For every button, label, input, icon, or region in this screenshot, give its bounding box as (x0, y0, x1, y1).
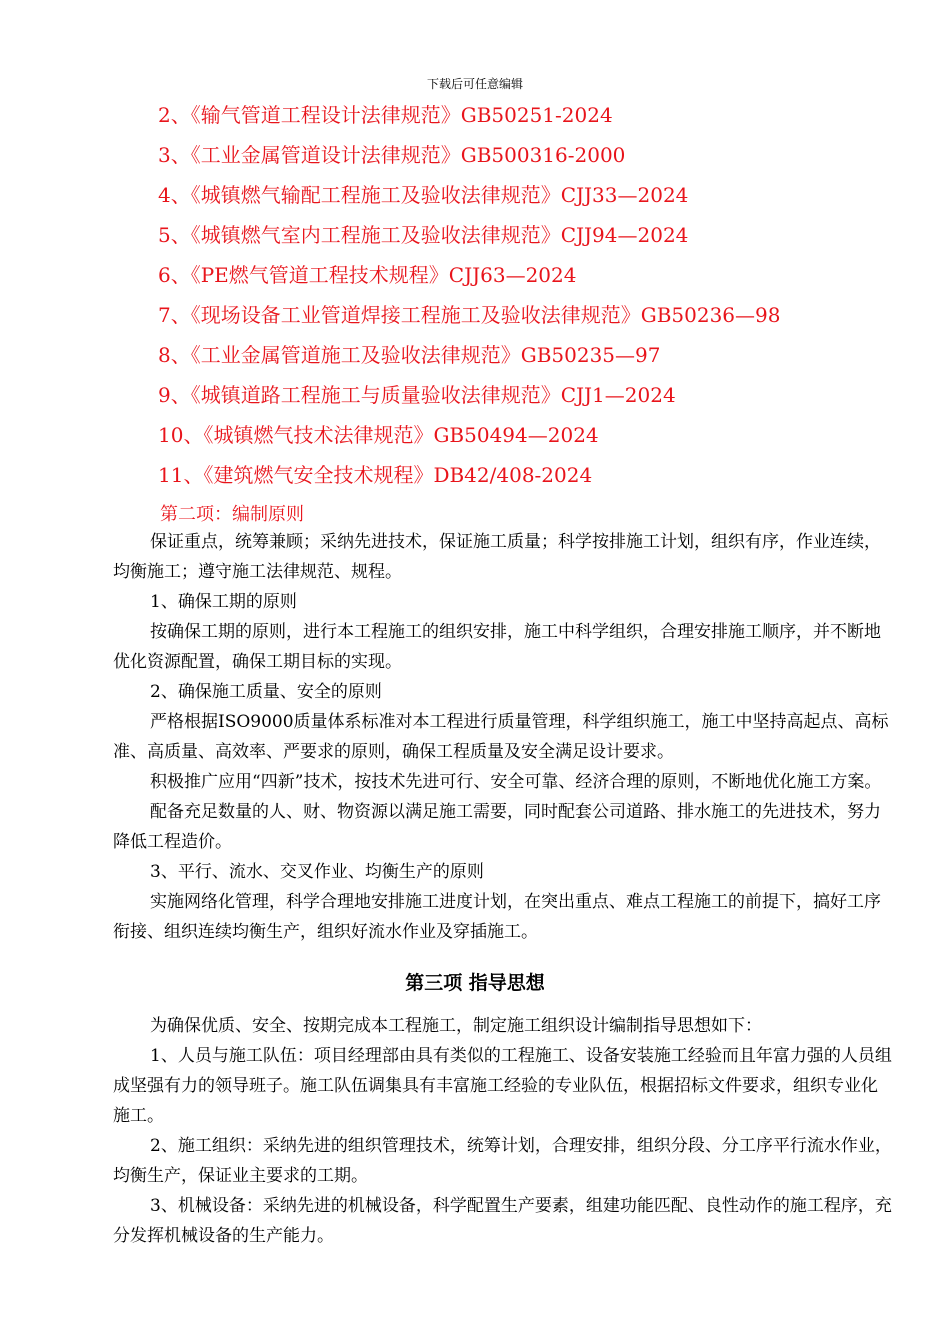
reference-item: 5、《城镇燃气室内工程施工及验收法律规范》CJJ94—2024 (158, 223, 689, 247)
paragraph: 积极推广应用“四新”技术，按技术先进可行、安全可靠、经济合理的原则，不断地优化施工方案。 (150, 772, 882, 792)
section2-body (113, 527, 893, 947)
reference-item: 11、《建筑燃气安全技术规程》DB42/408-2024 (158, 463, 593, 487)
paragraph: 1、人员与施工队伍：项目经理部由具有类似的工程施工、设备安装施工经验而且年富力强的人员组成坚强有力的领导班子。施工队伍调集具有丰富施工经验的专业队伍，根据招标文件要求，组织专业化施工。 (113, 1046, 892, 1126)
reference-item: 10、《城镇燃气技术法律规范》GB50494—2024 (158, 423, 599, 447)
reference-item: 7、《现场设备工业管道焊接工程施工及验收法律规范》GB50236—98 (158, 303, 781, 327)
paragraph: 配备充足数量的人、财、物资源以满足施工需要，同时配套公司道路、排水施工的先进技术，努力降低工程造价。 (113, 802, 881, 852)
reference-item: 2、《输气管道工程设计法律规范》GB50251-2024 (158, 103, 613, 127)
reference-item: 8、《工业金属管道施工及验收法律规范》GB50235—97 (158, 343, 661, 367)
paragraph: 2、施工组织：采纳先进的组织管理技术，统筹计划，合理安排，组织分段、分工序平行流水作业，均衡生产，保证业主要求的工期。 (113, 1136, 892, 1186)
section3-body (113, 1011, 893, 1251)
section3-title: 第三项 指导思想 (405, 972, 545, 994)
subheading: 2、确保施工质量、安全的原则 (150, 682, 382, 702)
paragraph: 实施网络化管理，科学合理地安排施工进度计划，在突出重点、难点工程施工的前提下，搞好工序衔接、组织连续均衡生产，组织好流水作业及穿插施工。 (113, 892, 881, 942)
reference-item: 9、《城镇道路工程施工与质量验收法律规范》CJJ1—2024 (158, 383, 676, 407)
section2-title: 第二项：编制原则 (160, 504, 304, 525)
subheading: 3、平行、流水、交叉作业、均衡生产的原则 (150, 862, 484, 882)
paragraph: 为确保优质、安全、按期完成本工程施工，制定施工组织设计编制指导思想如下： (150, 1016, 762, 1036)
paragraph: 3、机械设备：采纳先进的机械设备，科学配置生产要素，组建功能匹配、良性动作的施工程序，充分发挥机械设备的生产能力。 (113, 1196, 892, 1246)
reference-item: 4、《城镇燃气输配工程施工及验收法律规范》CJJ33—2024 (158, 183, 689, 207)
paragraph: 按确保工期的原则，进行本工程施工的组织安排，施工中科学组织，合理安排施工顺序，并不断地优化资源配置，确保工期目标的实现。 (113, 622, 881, 672)
reference-list (158, 100, 918, 500)
reference-item: 6、《PE燃气管道工程技术规程》CJJ63—2024 (158, 263, 577, 287)
paragraph: 保证重点，统筹兼顾；采纳先进技术，保证施工质量；科学按排施工计划，组织有序，作业连续，均衡施工；遵守施工法律规范、规程。 (113, 532, 881, 582)
reference-item: 3、《工业金属管道设计法律规范》GB500316-2000 (158, 143, 626, 167)
subheading: 1、确保工期的原则 (150, 592, 297, 612)
paragraph: 严格根据ISO9000质量体系标准对本工程进行质量管理，科学组织施工，施工中坚持高起点、高标准、高质量、高效率、严要求的原则，确保工程质量及安全满足设计要求。 (113, 712, 889, 762)
header-note: 下载后可任意编辑 (426, 77, 523, 91)
